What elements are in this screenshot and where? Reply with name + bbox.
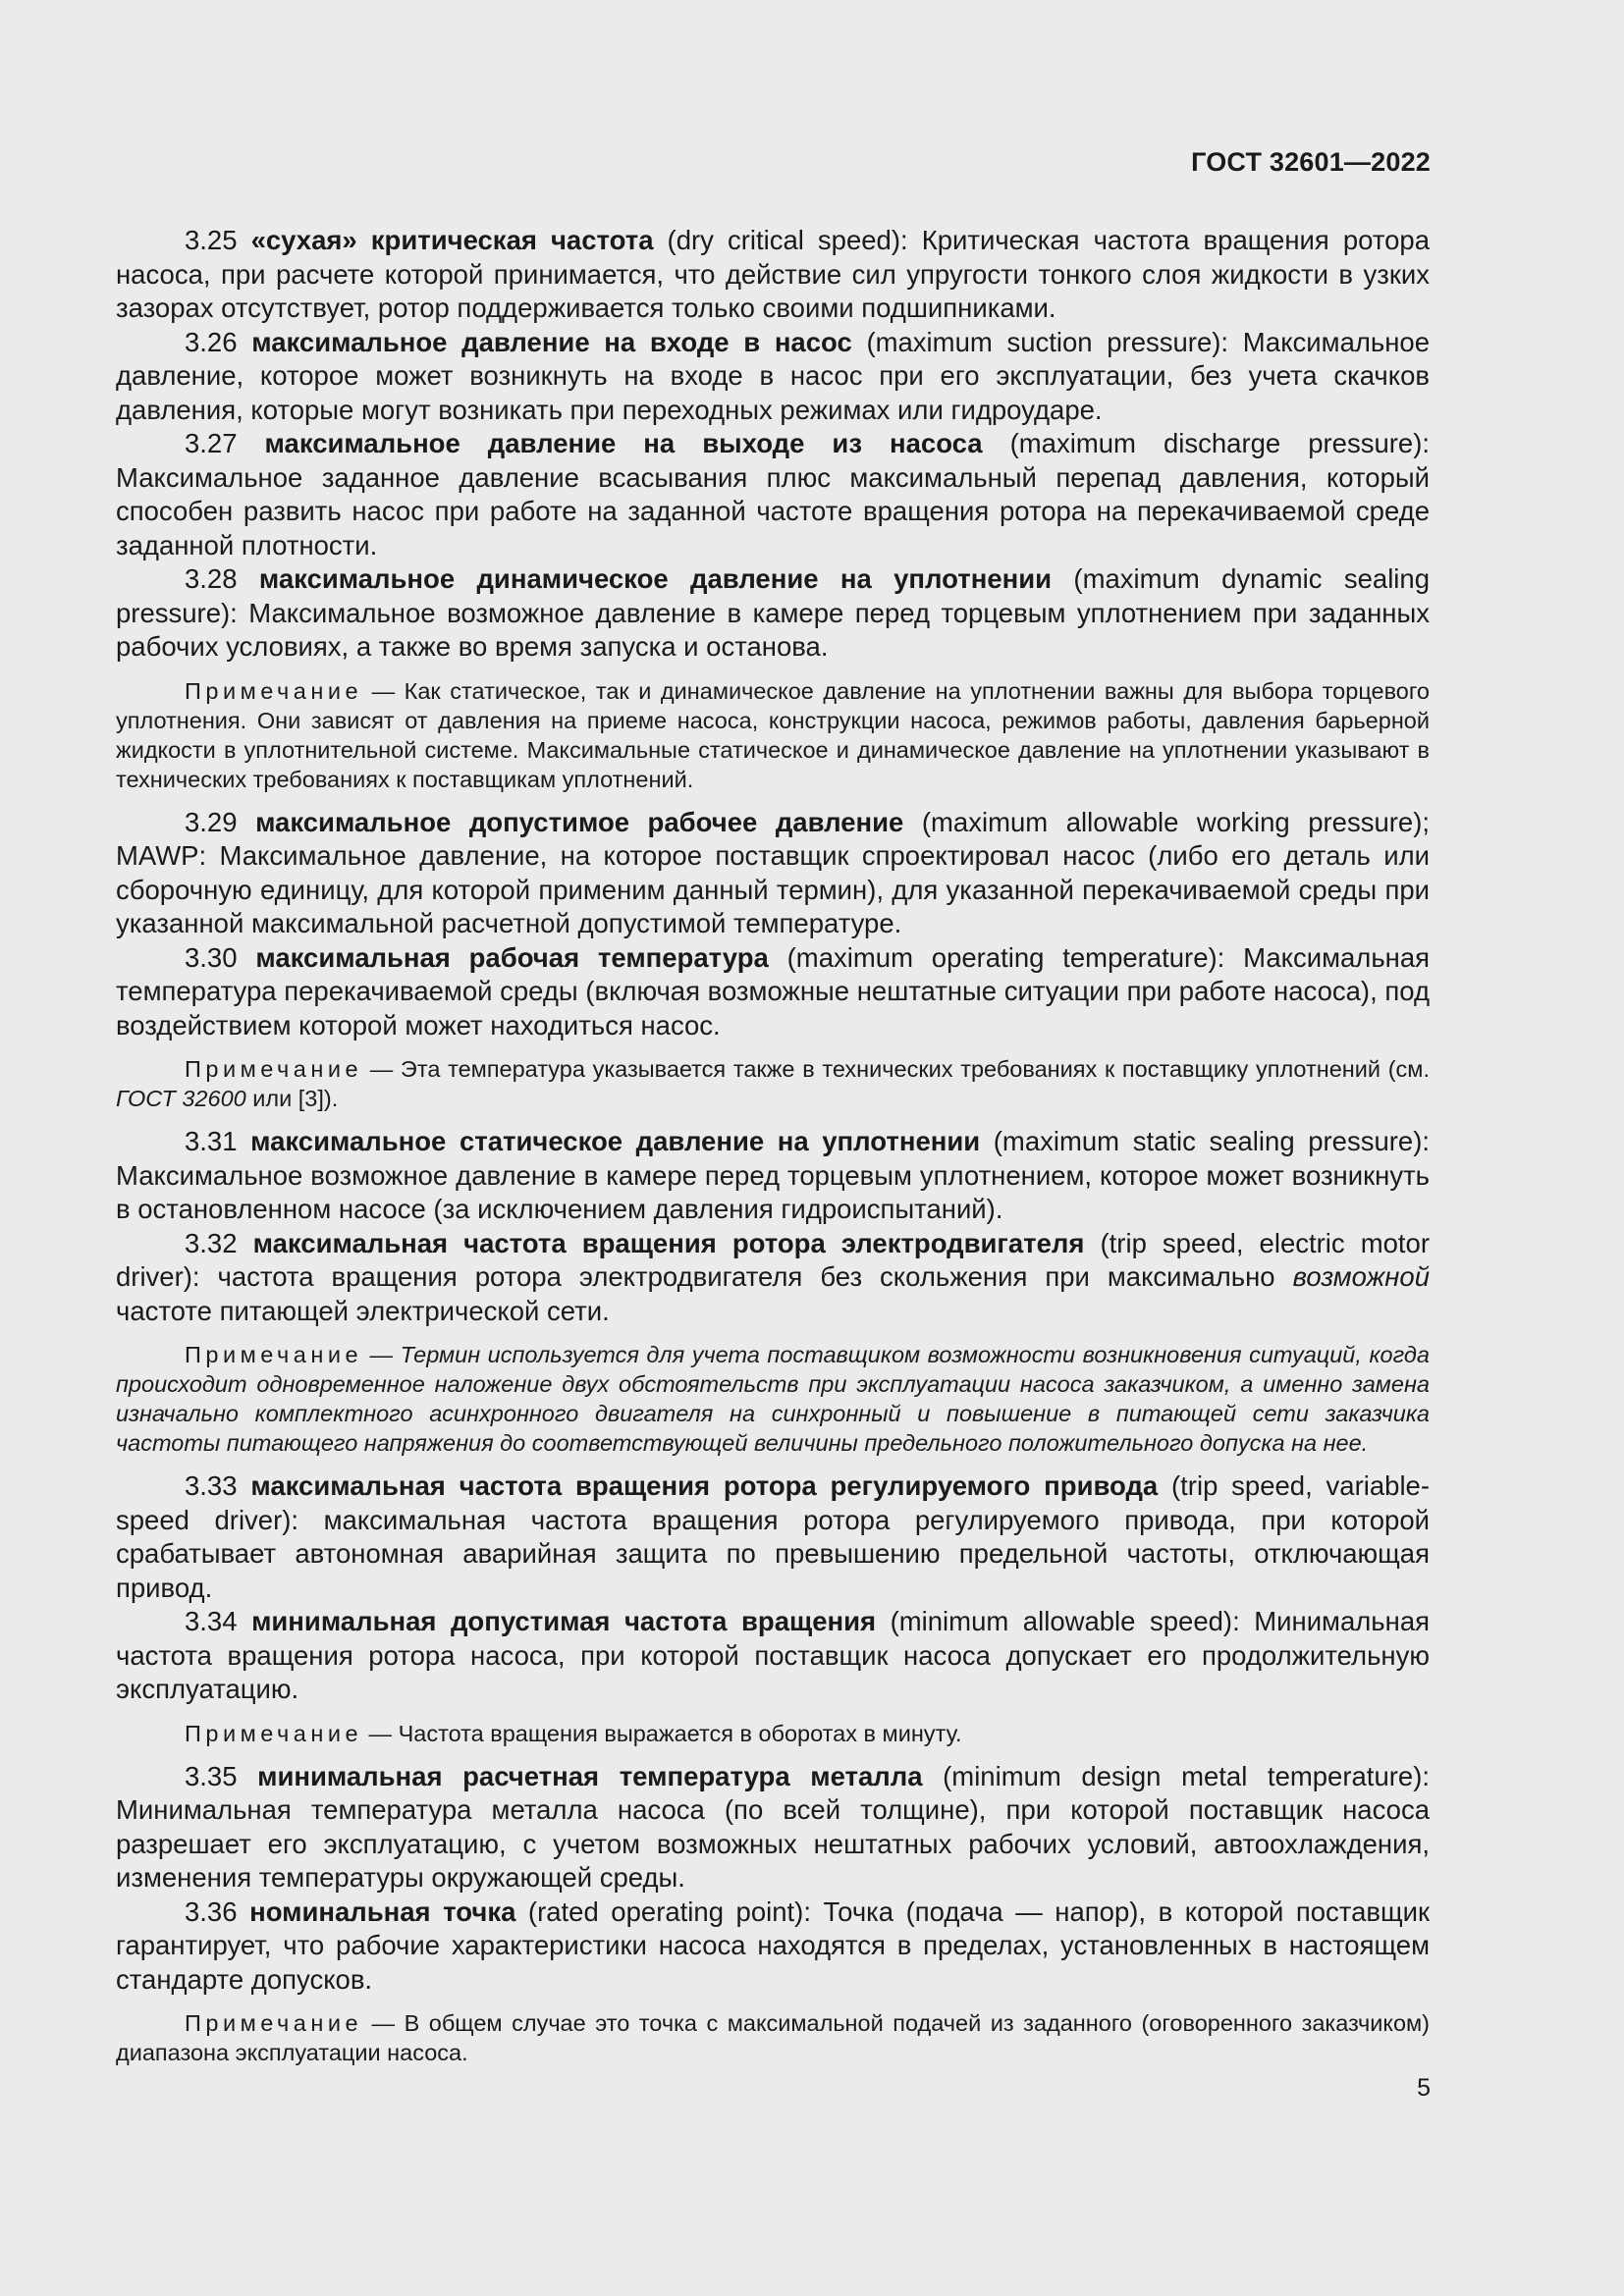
note-text: — Термин используется для учета поставщиком возможности возникновения ситуаций, когда происходит одновременное наложение двух обстоятельств при эксплуатации насоса заказчиком, а именно замена изначально комплектного асинхронного двигателя на синхронный и повышение в питающей сети заказчика частоты питающего напряжения до соответствующей величины предельного положительного допуска на нее. bbox=[116, 1342, 1430, 1456]
term-definition: (maximum discharge pressure): Максимальное заданное давление всасывания плюс максимальный перепад давления, который способен развить насос при работе на заданной частоте вращения ротора на перекачиваемой среде заданной плотности. bbox=[116, 428, 1430, 561]
term-definition: (maximum dynamic sealing pressure): Максимальное возможное давление в камере перед торцевым уплотнением при заданных рабочих условиях, а также во время запуска и останова. bbox=[116, 563, 1430, 662]
term-3-29 bbox=[116, 806, 1430, 941]
note-3-36 bbox=[116, 2008, 1430, 2067]
note-text: — Как статическое, так и динамическое давление на уплотнении важны для выбора торцевого уплотнения. Они зависят от давления на приеме насоса, конструкции насоса, режимов работы, давления барьерной жидкости в уплотнительной системе. Максимальные статическое и динамическое давление на уплотнении указывают в технических требованиях к поставщикам уплотнений. bbox=[116, 677, 1430, 792]
term-number: 3.31 bbox=[185, 1126, 238, 1156]
standard-reference: ГОСТ 32600 bbox=[116, 1086, 246, 1111]
term-number: 3.34 bbox=[185, 1606, 238, 1636]
term-3-30 bbox=[116, 941, 1430, 1043]
term-definition: (maximum static sealing pressure): Максимальное возможное давление в камере перед торцевым уплотнением, которое может возникнуть в остановленном насосе (за исключением давления гидроиспытаний). bbox=[116, 1126, 1430, 1224]
note-text-end: или [3]). bbox=[245, 1086, 339, 1111]
term-number: 3.36 bbox=[185, 1896, 238, 1927]
term-3-35 bbox=[116, 1760, 1430, 1896]
term-number: 3.35 bbox=[185, 1760, 238, 1791]
note-text: — Частота вращения выражается в оборотах в минуту. bbox=[362, 1720, 962, 1746]
term-title: максимальное давление на выходе из насоса bbox=[264, 428, 983, 458]
document-header: ГОСТ 32601—2022 bbox=[1191, 147, 1431, 177]
term-definition: (dry critical speed): Критическая частота вращения ротора насоса, при расчете которой принимается, что действие сил упругости тонкого слоя жидкости в узких зазорах отсутствует, ротор поддерживается только своими подшипниками. bbox=[116, 225, 1430, 323]
term-definition-emphasis: возможной bbox=[1292, 1261, 1430, 1292]
page-number: 5 bbox=[1417, 2074, 1431, 2102]
term-definition: (rated operating point): Точка (подача — напор), в которой поставщик гарантирует, что рабочие характеристики насоса находятся в пределах, установленных в настоящем стандарте допусков. bbox=[116, 1896, 1430, 1995]
note-label: Примечание bbox=[185, 677, 363, 704]
note-label: Примечание bbox=[185, 1720, 363, 1746]
term-definition: (maximum allowable working pressure); MAWP: Максимальное давление, на которое поставщик спроектировал насос (либо его деталь или сборочную единицу, для которой применим данный термин), для указанной перекачиваемой среды при указанной максимальной расчетной допустимой температуре. bbox=[116, 806, 1430, 938]
term-number: 3.26 bbox=[185, 326, 238, 357]
term-title: номинальная точка bbox=[249, 1896, 516, 1927]
term-3-26 bbox=[116, 326, 1430, 428]
term-definition: (minimum design metal temperature): Минимальная температура металла насоса (по всей толщине), при которой поставщик насоса разрешает его эксплуатацию, с учетом возможных нештатных рабочих условий, автоохлаждения, изменения температуры окружающей среды. bbox=[116, 1760, 1430, 1893]
term-number: 3.29 bbox=[185, 806, 238, 837]
term-title: максимальная частота вращения ротора регулируемого привода bbox=[250, 1470, 1159, 1501]
term-title: «сухая» критическая частота bbox=[250, 225, 654, 255]
term-definition: (maximum operating temperature): Максимальная температура перекачиваемой среды (включая возможные нештатные ситуации при работе насоса), под воздействием которой может находиться насос. bbox=[116, 941, 1431, 1041]
term-definition: (minimum allowable speed): Минимальная частота вращения ротора насоса, при которой поставщик насоса допускает его продолжительную эксплуатацию. bbox=[116, 1606, 1430, 1704]
term-number: 3.27 bbox=[185, 428, 238, 458]
term-title: максимальное допустимое рабочее давление bbox=[255, 806, 904, 837]
note-label: Примечание bbox=[185, 1342, 363, 1367]
note-text: — В общем случае это точка с максимальной подачей из заданного (оговоренного заказчиком) диапазона эксплуатации насоса. bbox=[116, 2010, 1430, 2065]
document-body bbox=[116, 224, 1430, 2079]
term-title: минимальная допустимая частота вращения bbox=[251, 1606, 877, 1636]
term-3-32 bbox=[116, 1227, 1430, 1329]
note-3-30 bbox=[116, 1054, 1430, 1113]
term-title: максимальная рабочая температура bbox=[255, 941, 769, 973]
term-title: минимальная расчетная температура металла bbox=[257, 1760, 923, 1791]
note-label: Примечание bbox=[185, 2010, 363, 2036]
term-title: максимальное давление на входе в насос bbox=[251, 326, 852, 357]
term-definition-end: частоте питающей электрической сети. bbox=[116, 1295, 610, 1326]
term-3-36 bbox=[116, 1896, 1430, 1998]
note-3-34 bbox=[116, 1719, 1430, 1748]
term-3-27 bbox=[116, 427, 1430, 562]
term-3-31 bbox=[116, 1125, 1430, 1227]
term-number: 3.28 bbox=[185, 563, 238, 594]
term-number: 3.33 bbox=[185, 1470, 238, 1501]
term-title: максимальная частота вращения ротора электродвигателя bbox=[252, 1227, 1085, 1258]
term-number: 3.25 bbox=[185, 225, 238, 255]
note-label: Примечание bbox=[185, 1056, 363, 1082]
term-definition: (maximum suction pressure): Максимальное давление, которое может возникнуть на входе в насос при его эксплуатации, без учета скачков давления, которые могут возникать при переходных режимах или гидроударе. bbox=[116, 326, 1431, 425]
term-3-28 bbox=[116, 562, 1430, 665]
term-definition: (trip speed, electric motor driver): частота вращения ротора электродвигателя без скольжения при максимально bbox=[116, 1227, 1431, 1292]
term-definition: (trip speed, variable-speed driver): максимальная частота вращения ротора регулируемого привода, при которой срабатывает автономная аварийная защита по превышению предельной частоты, отключающая привод. bbox=[116, 1470, 1431, 1603]
term-3-34 bbox=[116, 1605, 1430, 1707]
term-3-25 bbox=[116, 224, 1430, 326]
term-title: максимальное динамическое давление на уплотнении bbox=[258, 563, 1053, 594]
term-number: 3.30 bbox=[185, 941, 238, 973]
term-number: 3.32 bbox=[185, 1227, 238, 1258]
note-3-32 bbox=[116, 1340, 1430, 1458]
term-3-33 bbox=[116, 1469, 1430, 1605]
term-title: максимальное статическое давление на уплотнении bbox=[250, 1126, 981, 1156]
note-3-28 bbox=[116, 676, 1430, 794]
note-text: — Эта температура указывается также в технических требованиях к поставщику уплотнений (см. bbox=[362, 1056, 1430, 1082]
